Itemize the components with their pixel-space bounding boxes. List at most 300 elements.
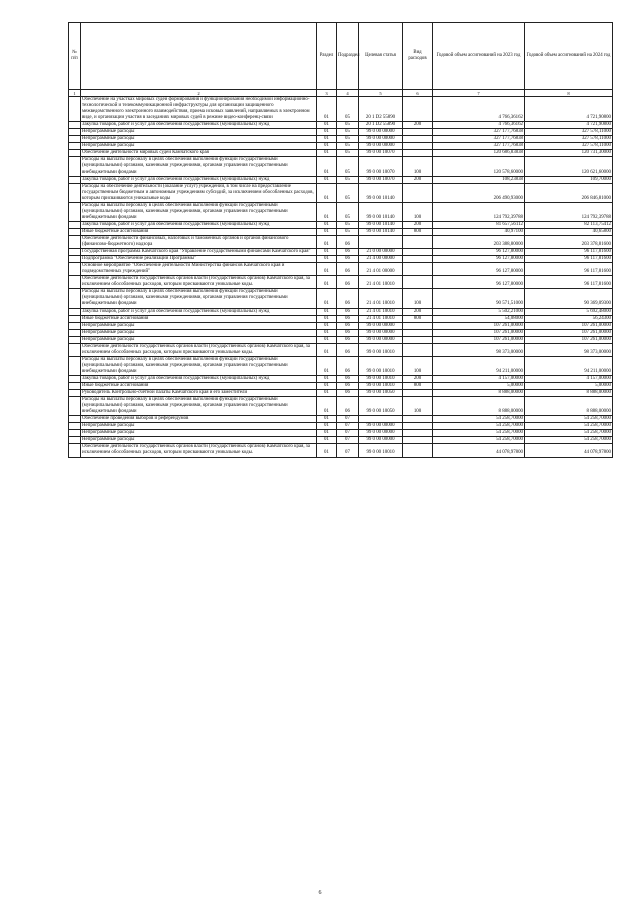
section-code-cell: 01 (317, 202, 337, 221)
row-number-cell (69, 315, 81, 322)
section-code-cell: 01 (317, 256, 337, 263)
subsection-code-cell: 05 (337, 150, 359, 157)
amount-2023-cell: 327 177,76838 (433, 129, 525, 136)
item-name-cell: Расходы на обеспечение деятельности (оказание услуг) учреждений, в том числе на предоставление государственным бюджетным и автономным учреждениям субсидий, за исключением обособленных расходов, которым присваиваются уникальные коды (81, 183, 317, 202)
item-name-cell: Иные бюджетные ассигнования (81, 383, 317, 390)
table-row (69, 289, 613, 308)
expense-type-cell (403, 183, 433, 202)
amount-2023-cell: 90 571,51000 (433, 289, 525, 308)
amount-2024-cell: 327 578,11000 (525, 143, 613, 150)
row-number-cell (69, 423, 81, 430)
row-number-cell (69, 235, 81, 248)
amount-2023-cell: 206 490,93000 (433, 183, 525, 202)
expense-type-cell: 200 (403, 176, 433, 183)
amount-2024-cell: 120 621,60000 (525, 157, 613, 176)
subsection-code-cell: 06 (337, 390, 359, 397)
subsection-code-cell: 05 (337, 228, 359, 235)
row-number-cell (69, 249, 81, 256)
target-article-cell: 99 0 00 10010 (359, 343, 403, 356)
table-row (69, 176, 613, 183)
row-number-cell (69, 289, 81, 308)
item-name-cell: Обеспечение на участках мировых судей формирования и функционирования необходимой информационно-технологической и телекоммуникационной инфраструктуры для организации защищенного межведомственного электронного взаимодействия, приема исковых заявлений, направляемых в электронном виде, и организации участия в заседаниях мировых судей в режиме видео-конференц-связи (81, 97, 317, 122)
expense-type-cell (403, 416, 433, 423)
target-article-cell: 21 4 01 10010 (359, 315, 403, 322)
subsection-code-cell: 07 (337, 430, 359, 437)
table-row (69, 235, 613, 248)
amount-2024-cell: 96 117,81600 (525, 276, 613, 289)
header-target-article: Целевая статья (359, 23, 403, 90)
item-name-cell: Непрограммные расходы (81, 329, 317, 336)
section-code-cell: 01 (317, 228, 337, 235)
column-index: 1 (69, 90, 81, 97)
amount-2024-cell: 54 258,70000 (525, 423, 613, 430)
table-row (69, 97, 613, 122)
section-code-cell: 01 (317, 176, 337, 183)
expense-type-cell: 100 (403, 289, 433, 308)
item-name-cell: Закупка товаров, работ и услуг для обеспечения государственных (муниципальных) нужд (81, 221, 317, 228)
column-index: 3 (317, 90, 337, 97)
expense-type-cell (403, 430, 433, 437)
amount-2023-cell: 96 127,80000 (433, 249, 525, 256)
row-number-cell (69, 256, 81, 263)
table-row (69, 356, 613, 375)
table-row (69, 276, 613, 289)
expense-type-cell: 100 (403, 202, 433, 221)
section-code-cell: 01 (317, 430, 337, 437)
subsection-code-cell: 06 (337, 397, 359, 416)
row-number-cell (69, 176, 81, 183)
column-index: 4 (337, 90, 359, 97)
target-article-cell: 99 0 00 00000 (359, 437, 403, 444)
table-row (69, 249, 613, 256)
subsection-code-cell: 05 (337, 202, 359, 221)
amount-2023-cell: 54 258,70000 (433, 423, 525, 430)
amount-2024-cell: 8 888,00000 (525, 397, 613, 416)
subsection-code-cell: 06 (337, 263, 359, 276)
expense-type-cell: 100 (403, 397, 433, 416)
amount-2023-cell: 107 261,00000 (433, 322, 525, 329)
row-number-cell (69, 336, 81, 343)
row-number-cell (69, 263, 81, 276)
subsection-code-cell: 05 (337, 122, 359, 129)
expense-type-cell (403, 143, 433, 150)
column-index: 7 (433, 90, 525, 97)
header-section: Раздел (317, 23, 337, 90)
amount-2024-cell: 327 578,11000 (525, 129, 613, 136)
table-row (69, 343, 613, 356)
amount-2023-cell: 96 127,80000 (433, 276, 525, 289)
amount-2023-cell: 120 686,83838 (433, 150, 525, 157)
table-body (69, 97, 613, 458)
section-code-cell: 01 (317, 308, 337, 315)
amount-2024-cell: 56,24300 (525, 315, 613, 322)
amount-2024-cell: 40,65800 (525, 228, 613, 235)
subsection-code-cell: 06 (337, 343, 359, 356)
section-code-cell: 01 (317, 157, 337, 176)
amount-2023-cell: 54 258,70000 (433, 416, 525, 423)
row-number-cell (69, 430, 81, 437)
section-code-cell: 01 (317, 97, 337, 122)
section-code-cell: 01 (317, 437, 337, 444)
item-name-cell: Обеспечение проведения выборов и референдумов (81, 416, 317, 423)
amount-2023-cell: 40,97100 (433, 228, 525, 235)
amount-2023-cell: 94 211,00000 (433, 356, 525, 375)
item-name-cell: Расходы на выплаты персоналу в целях обеспечения выполнения функций государственными (муниципальными) органами, казенными учреждениями, органами управления государственными внебюджетными фондами (81, 397, 317, 416)
expense-type-cell (403, 150, 433, 157)
target-article-cell: 99 0 00 00000 (359, 136, 403, 143)
item-name-cell: Государственная программа Камчатского края "Управление государственными финансами Камчатского края" (81, 249, 317, 256)
row-number-cell (69, 202, 81, 221)
subsection-code-cell: 06 (337, 256, 359, 263)
subsection-code-cell: 05 (337, 176, 359, 183)
target-article-cell: 21 4 01 00000 (359, 263, 403, 276)
section-code-cell: 01 (317, 276, 337, 289)
expense-type-cell (403, 423, 433, 430)
row-number-cell (69, 136, 81, 143)
section-code-cell: 01 (317, 375, 337, 382)
target-article-cell: 99 0 00 00000 (359, 322, 403, 329)
amount-2024-cell: 98 373,00000 (525, 343, 613, 356)
column-index-row (69, 90, 613, 97)
item-name-cell: Основное мероприятие "Обеспечение деятельности Министерства финансов Камчатского края и подведомственных учреждений" (81, 263, 317, 276)
expense-type-cell (403, 97, 433, 122)
section-code-cell: 01 (317, 416, 337, 423)
expense-type-cell (403, 444, 433, 457)
target-article-cell: 99 0 00 10070 (359, 157, 403, 176)
item-name-cell: Непрограммные расходы (81, 143, 317, 150)
table-row (69, 136, 613, 143)
target-article-cell: 99 0 00 10010 (359, 375, 403, 382)
row-number-cell (69, 397, 81, 416)
table-row (69, 221, 613, 228)
row-number-cell (69, 157, 81, 176)
table-row (69, 322, 613, 329)
section-code-cell: 01 (317, 356, 337, 375)
amount-2023-cell: 4 766,36162 (433, 97, 525, 122)
row-number-cell (69, 416, 81, 423)
target-article-cell: 99 0 00 00000 (359, 430, 403, 437)
amount-2023-cell: 107 261,00000 (433, 336, 525, 343)
amount-2023-cell: 203 388,80000 (433, 235, 525, 248)
target-article-cell: 99 0 00 00000 (359, 129, 403, 136)
item-name-cell: Непрограммные расходы (81, 336, 317, 343)
amount-2023-cell: 5 502,21000 (433, 308, 525, 315)
table-row (69, 129, 613, 136)
expense-type-cell (403, 263, 433, 276)
item-name-cell: Подпрограмма "Обеспечение реализации Программы" (81, 256, 317, 263)
subsection-code-cell: 07 (337, 416, 359, 423)
item-name-cell: Закупка товаров, работ и услуг для обеспечения государственных (муниципальных) нужд (81, 308, 317, 315)
column-index: 5 (359, 90, 403, 97)
amount-2023-cell: 54,08000 (433, 315, 525, 322)
subsection-code-cell: 06 (337, 315, 359, 322)
target-article-cell: 99 0 00 10010 (359, 444, 403, 457)
expense-type-cell (403, 437, 433, 444)
row-number-cell (69, 390, 81, 397)
section-code-cell: 01 (317, 143, 337, 150)
amount-2024-cell: 206 846,81000 (525, 183, 613, 202)
subsection-code-cell: 06 (337, 383, 359, 390)
row-number-cell (69, 329, 81, 336)
section-code-cell: 01 (317, 423, 337, 430)
amount-2024-cell: 96 117,81600 (525, 249, 613, 256)
target-article-cell (359, 235, 403, 248)
section-code-cell: 01 (317, 343, 337, 356)
item-name-cell: Расходы на выплаты персоналу в целях обеспечения выполнения функций государственными (муниципальными) органами, казенными учреждениями, органами управления государственными внебюджетными фондами (81, 356, 317, 375)
target-article-cell: 99 0 00 10050 (359, 397, 403, 416)
item-name-cell: Расходы на выплаты персоналу в целях обеспечения выполнения функций государственными (муниципальными) органами, казенными учреждениями, органами управления государственными внебюджетными фондами (81, 157, 317, 176)
amount-2024-cell: 107 261,00000 (525, 329, 613, 336)
amount-2024-cell: 109,70000 (525, 176, 613, 183)
target-article-cell: 99 0 00 00000 (359, 423, 403, 430)
target-article-cell: 20 1 D2 55890 (359, 97, 403, 122)
table-row (69, 375, 613, 382)
subsection-code-cell: 05 (337, 221, 359, 228)
amount-2024-cell: 107 261,00000 (525, 336, 613, 343)
column-index: 6 (403, 90, 433, 97)
table-row (69, 416, 613, 423)
row-number-cell (69, 183, 81, 202)
amount-2023-cell: 96 127,80000 (433, 263, 525, 276)
row-number-cell (69, 444, 81, 457)
section-code-cell: 01 (317, 249, 337, 256)
amount-2023-cell: 4 157,00000 (433, 375, 525, 382)
expense-type-cell (403, 249, 433, 256)
subsection-code-cell: 05 (337, 157, 359, 176)
row-number-cell (69, 322, 81, 329)
target-article-cell: 21 4 01 10010 (359, 289, 403, 308)
target-article-cell: 21 4 01 10010 (359, 308, 403, 315)
row-number-cell (69, 221, 81, 228)
table-row (69, 383, 613, 390)
amount-2024-cell: 107 261,00000 (525, 322, 613, 329)
subsection-code-cell: 05 (337, 97, 359, 122)
header-name (81, 23, 317, 90)
expense-type-cell: 200 (403, 308, 433, 315)
amount-2024-cell: 4 721,90800 (525, 122, 613, 129)
item-name-cell: Расходы на выплаты персоналу в целях обеспечения выполнения функций государственными (муниципальными) органами, казенными учреждениями, органами управления государственными внебюджетными фондами (81, 202, 317, 221)
amount-2023-cell: 120 578,60000 (433, 157, 525, 176)
amount-2024-cell: 90 369,09300 (525, 289, 613, 308)
expense-type-cell (403, 129, 433, 136)
expense-type-cell (403, 235, 433, 248)
table-row (69, 430, 613, 437)
expense-type-cell: 800 (403, 315, 433, 322)
amount-2024-cell: 4 721,90800 (525, 97, 613, 122)
amount-2023-cell: 327 177,76838 (433, 136, 525, 143)
section-code-cell: 01 (317, 383, 337, 390)
expense-type-cell: 200 (403, 221, 433, 228)
header-amount-2024: Годовой объем ассигнований на 2024 год (525, 23, 613, 90)
amount-2024-cell: 327 578,11000 (525, 136, 613, 143)
table-row (69, 308, 613, 315)
amount-2024-cell: 54 258,70000 (525, 430, 613, 437)
table-row (69, 256, 613, 263)
target-article-cell: 99 0 00 00000 (359, 329, 403, 336)
table-row (69, 157, 613, 176)
amount-2024-cell: 5,00000 (525, 383, 613, 390)
row-number-cell (69, 122, 81, 129)
table-row (69, 390, 613, 397)
amount-2023-cell: 54 258,70000 (433, 430, 525, 437)
section-code-cell: 01 (317, 329, 337, 336)
table-row (69, 122, 613, 129)
subsection-code-cell: 05 (337, 143, 359, 150)
section-code-cell: 01 (317, 336, 337, 343)
amount-2023-cell: 4 766,36162 (433, 122, 525, 129)
item-name-cell: Закупка товаров, работ и услуг для обеспечения государственных (муниципальных) нужд (81, 176, 317, 183)
item-name-cell: Закупка товаров, работ и услуг для обеспечения государственных (муниципальных) нужд (81, 375, 317, 382)
row-number-cell (69, 276, 81, 289)
amount-2023-cell: 54 258,70000 (433, 437, 525, 444)
table-row (69, 228, 613, 235)
item-name-cell: Непрограммные расходы (81, 437, 317, 444)
item-name-cell: Обеспечение деятельности государственных органов власти (государственных органов) Камчатского края, за исключением обособленных расходов, которым присваиваются уникальные коды. (81, 444, 317, 457)
expense-type-cell (403, 256, 433, 263)
section-code-cell: 01 (317, 122, 337, 129)
table-row (69, 263, 613, 276)
item-name-cell: Обеспечение деятельности государственных органов власти (государственных органов) Камчатского края, за исключением обособленных расходов, которым присваиваются уникальные коды. (81, 343, 317, 356)
subsection-code-cell: 07 (337, 423, 359, 430)
amount-2024-cell: 124 792,39788 (525, 202, 613, 221)
expense-type-cell (403, 390, 433, 397)
item-name-cell: Непрограммные расходы (81, 136, 317, 143)
column-index: 8 (525, 90, 613, 97)
target-article-cell: 99 0 00 10010 (359, 356, 403, 375)
subsection-code-cell: 07 (337, 444, 359, 457)
section-code-cell: 01 (317, 183, 337, 202)
item-name-cell: Руководитель Контрольно-счетной палаты Камчатского края и его заместители (81, 390, 317, 397)
table-row (69, 143, 613, 150)
target-article-cell: 99 0 00 00000 (359, 336, 403, 343)
table-header-row (69, 23, 613, 90)
column-index: 2 (81, 90, 317, 97)
item-name-cell: Обеспечение деятельности финансовых, налоговых и таможенных органов и органов финансового (финансово-бюджетного) надзора (81, 235, 317, 248)
row-number-cell (69, 356, 81, 375)
header-subsection: Подраздел (337, 23, 359, 90)
row-number-cell (69, 228, 81, 235)
row-number-cell (69, 308, 81, 315)
amount-2024-cell: 8 888,00000 (525, 390, 613, 397)
amount-2024-cell: 96 117,81600 (525, 263, 613, 276)
amount-2023-cell: 124 792,39788 (433, 202, 525, 221)
item-name-cell: Иные бюджетные ассигнования (81, 228, 317, 235)
item-name-cell: Непрограммные расходы (81, 129, 317, 136)
item-name-cell: Непрограммные расходы (81, 322, 317, 329)
budget-allocation-table (68, 22, 613, 458)
section-code-cell: 01 (317, 289, 337, 308)
expense-type-cell (403, 276, 433, 289)
item-name-cell: Непрограммные расходы (81, 430, 317, 437)
amount-2024-cell: 82 113,75412 (525, 221, 613, 228)
expense-type-cell: 100 (403, 157, 433, 176)
row-number-cell (69, 375, 81, 382)
item-name-cell: Обеспечение деятельности государственных органов власти (государственных органов) Камчатского края, за исключением обособленных расходов, которым присваиваются уникальные коды. (81, 276, 317, 289)
subsection-code-cell: 06 (337, 249, 359, 256)
table-row (69, 397, 613, 416)
target-article-cell: 99 0 00 10140 (359, 228, 403, 235)
section-code-cell: 01 (317, 221, 337, 228)
amount-2023-cell: 327 177,76838 (433, 143, 525, 150)
section-code-cell: 01 (317, 444, 337, 457)
header-expense-type: Вид расходов (403, 23, 433, 90)
amount-2023-cell: 96 127,80000 (433, 256, 525, 263)
table-row (69, 150, 613, 157)
subsection-code-cell: 06 (337, 336, 359, 343)
expense-type-cell: 800 (403, 383, 433, 390)
target-article-cell: 99 0 00 10010 (359, 383, 403, 390)
section-code-cell: 01 (317, 397, 337, 416)
target-article-cell: 21 4 00 00000 (359, 256, 403, 263)
section-code-cell: 01 (317, 322, 337, 329)
amount-2024-cell: 94 211,00000 (525, 356, 613, 375)
page-number: 6 (318, 890, 322, 896)
table-row (69, 329, 613, 336)
subsection-code-cell: 05 (337, 183, 359, 202)
amount-2023-cell: 107 261,00000 (433, 329, 525, 336)
target-article-cell: 21 0 00 00000 (359, 249, 403, 256)
amount-2024-cell: 120 731,30000 (525, 150, 613, 157)
target-article-cell: 99 0 00 10140 (359, 183, 403, 202)
header-amount-2023: Годовой объем ассигнований на 2023 год (433, 23, 525, 90)
section-code-cell: 01 (317, 129, 337, 136)
amount-2023-cell: 8 888,00000 (433, 397, 525, 416)
amount-2024-cell: 96 117,81600 (525, 256, 613, 263)
subsection-code-cell: 06 (337, 235, 359, 248)
amount-2023-cell: 8 888,00000 (433, 390, 525, 397)
amount-2023-cell: 108,23838 (433, 176, 525, 183)
subsection-code-cell: 05 (337, 136, 359, 143)
row-number-cell (69, 383, 81, 390)
expense-type-cell (403, 329, 433, 336)
item-name-cell: Иные бюджетные ассигнования (81, 315, 317, 322)
subsection-code-cell: 06 (337, 356, 359, 375)
amount-2023-cell: 44 078,97800 (433, 444, 525, 457)
row-number-cell (69, 143, 81, 150)
table-row (69, 437, 613, 444)
row-number-cell (69, 97, 81, 122)
subsection-code-cell: 07 (337, 437, 359, 444)
target-article-cell: 99 0 00 10050 (359, 390, 403, 397)
subsection-code-cell: 06 (337, 276, 359, 289)
item-name-cell: Непрограммные расходы (81, 423, 317, 430)
expense-type-cell (403, 336, 433, 343)
target-article-cell (359, 416, 403, 423)
section-code-cell: 01 (317, 150, 337, 157)
amount-2023-cell: 5,00000 (433, 383, 525, 390)
table-row (69, 202, 613, 221)
amount-2024-cell: 203 378,81600 (525, 235, 613, 248)
target-article-cell: 99 0 00 10070 (359, 176, 403, 183)
section-code-cell: 01 (317, 390, 337, 397)
target-article-cell: 99 0 00 10140 (359, 221, 403, 228)
row-number-cell (69, 129, 81, 136)
subsection-code-cell: 06 (337, 329, 359, 336)
expense-type-cell: 200 (403, 122, 433, 129)
subsection-code-cell: 06 (337, 322, 359, 329)
subsection-code-cell: 06 (337, 308, 359, 315)
table-row (69, 183, 613, 202)
amount-2024-cell: 54 258,70000 (525, 416, 613, 423)
table-row (69, 423, 613, 430)
row-number-cell (69, 343, 81, 356)
item-name-cell: Расходы на выплаты персоналу в целях обеспечения выполнения функций государственными (муниципальными) органами, казенными учреждениями, органами управления государственными внебюджетными фондами (81, 289, 317, 308)
section-code-cell: 01 (317, 136, 337, 143)
amount-2024-cell: 44 078,97800 (525, 444, 613, 457)
target-article-cell: 20 1 D2 55890 (359, 122, 403, 129)
row-number-cell (69, 437, 81, 444)
table-row (69, 336, 613, 343)
